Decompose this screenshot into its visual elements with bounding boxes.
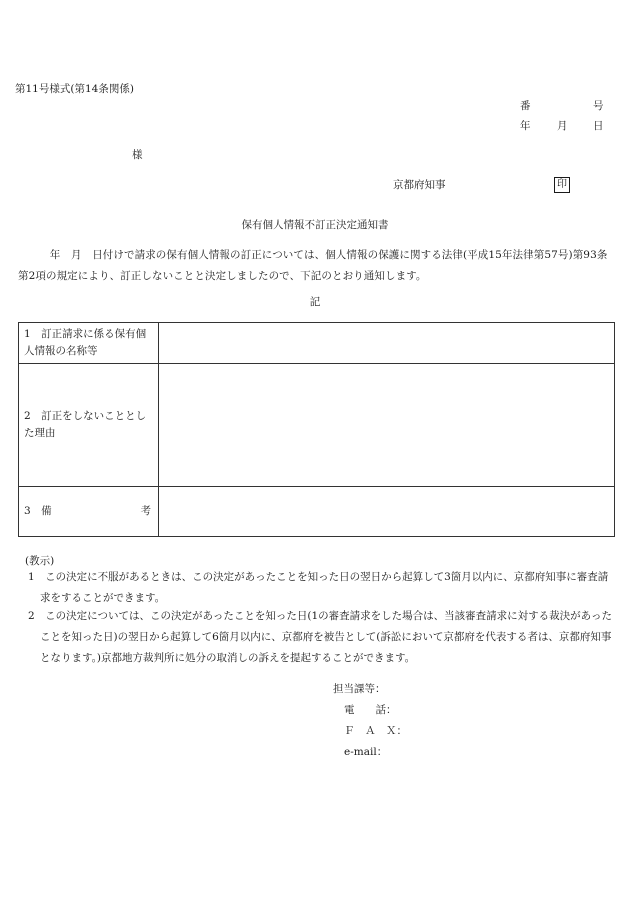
day-label: 日 <box>593 120 604 132</box>
table-row <box>19 487 615 537</box>
table-row <box>19 323 615 364</box>
row-value-info-name <box>159 323 615 364</box>
remarks-label-right: 考 <box>140 505 151 517</box>
contact-block <box>333 679 407 763</box>
row-label-reason: 2 訂正をしないこととした理由 <box>19 364 159 487</box>
instruction-item-1: 1 この決定に不服があるときは、この決定があったことを知った日の翌日から起算して3箇月以内に、京都府知事に審査請求をすることができます。 <box>28 571 609 604</box>
row-value-remarks <box>159 487 615 537</box>
decision-table <box>18 322 615 537</box>
seal-stamp <box>554 177 570 193</box>
document-title: 保有個人情報不訂正決定通知書 <box>241 219 389 231</box>
instructions-heading: (教示) <box>25 555 55 567</box>
contact-fax: Ｆ Ａ Ｘ： <box>344 725 407 737</box>
number-suffix: 号 <box>593 100 604 112</box>
contact-email: e-mail： <box>344 746 388 758</box>
year-label: 年 <box>520 120 531 132</box>
issuer-name: 京都府知事 <box>393 179 446 191</box>
row-label-info-name: 1 訂正請求に係る保有個人情報の名称等 <box>19 323 159 364</box>
form-number: 第11号様式(第14条関係) <box>15 83 134 95</box>
contact-department: 担当課等： <box>333 683 386 695</box>
number-label: 番 <box>520 100 531 112</box>
month-label: 月 <box>557 120 568 132</box>
recipient-suffix: 様 <box>132 149 143 161</box>
notice-body: 年 月 日付けで請求の保有個人情報の訂正については、個人情報の保護に関する法律(平成15年法律第57号)第93条第2項の規定により、訂正しないことと決定しましたので、下記のとおり通知します。 <box>18 249 608 282</box>
row-label-remarks <box>19 487 159 537</box>
row-value-reason <box>159 364 615 487</box>
contact-phone: 電 話： <box>344 704 397 716</box>
ki-heading: 記 <box>309 296 321 308</box>
instruction-item-2: 2 この決定については、この決定があったことを知った日(1の審査請求をした場合は、当該審査請求に対する裁決があったことを知った日)の翌日から起算して6箇月以内に、京都府を被告として(訴訟において京都府を代表する者は、京都府知事となります。)京都地方裁判所に処分の取消しの訴えを提起することができます。 <box>28 610 613 664</box>
table-row <box>19 364 615 487</box>
seal-text: 印 <box>557 179 567 190</box>
remarks-label-left: 3 備 <box>24 505 52 517</box>
